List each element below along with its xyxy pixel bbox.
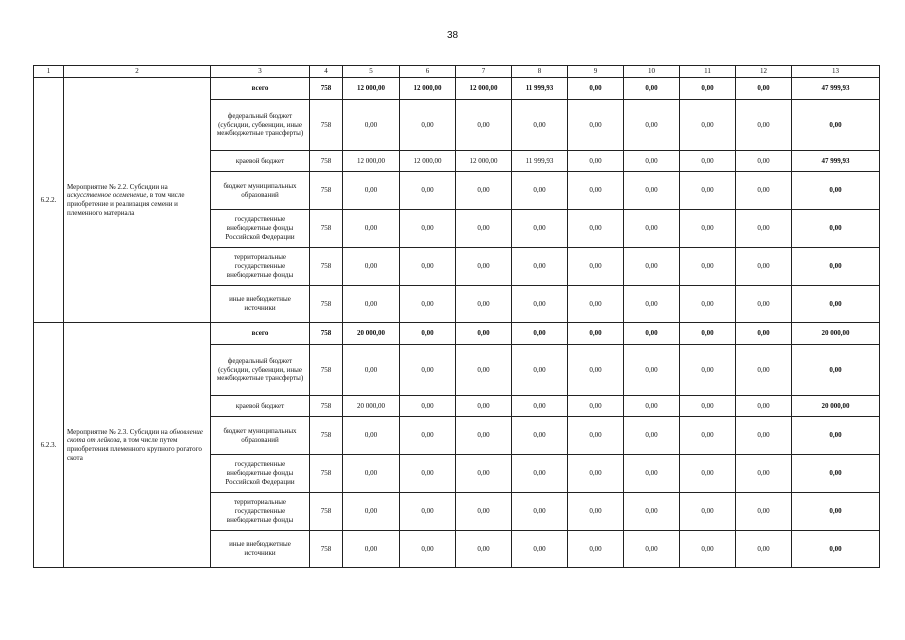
year-value: 0,00 — [456, 248, 512, 286]
year-value: 0,00 — [736, 286, 792, 323]
column-number-7: 7 — [456, 66, 512, 78]
year-value: 20 000,00 — [343, 323, 400, 345]
year-value: 0,00 — [680, 100, 736, 151]
kbk-code: 758 — [310, 78, 343, 100]
year-value: 11 999,93 — [512, 151, 568, 172]
year-value: 0,00 — [736, 531, 792, 568]
total-value: 0,00 — [792, 345, 880, 396]
year-value: 0,00 — [624, 345, 680, 396]
year-value: 0,00 — [343, 286, 400, 323]
year-value: 0,00 — [400, 323, 456, 345]
column-number-13: 13 — [792, 66, 880, 78]
total-value: 0,00 — [792, 417, 880, 455]
year-value: 0,00 — [456, 323, 512, 345]
year-value: 0,00 — [624, 396, 680, 417]
year-value: 0,00 — [568, 531, 624, 568]
year-value: 0,00 — [624, 455, 680, 493]
year-value: 0,00 — [343, 417, 400, 455]
table-row — [34, 78, 880, 100]
year-value: 20 000,00 — [343, 396, 400, 417]
year-value: 0,00 — [456, 345, 512, 396]
funding-source: иные внебюджетные источники — [211, 531, 310, 568]
kbk-code: 758 — [310, 286, 343, 323]
measure-name-italic-part: обновление скота от лейкоза — [67, 427, 203, 445]
column-number-2: 2 — [64, 66, 211, 78]
year-value: 0,00 — [512, 396, 568, 417]
funding-source: территориальные государственные внебюджетные фонды — [211, 248, 310, 286]
year-value: 0,00 — [736, 248, 792, 286]
column-number-5: 5 — [343, 66, 400, 78]
year-value: 0,00 — [343, 493, 400, 531]
year-value: 12 000,00 — [343, 78, 400, 100]
year-value: 0,00 — [512, 417, 568, 455]
total-value: 47 999,93 — [792, 78, 880, 100]
year-value: 0,00 — [680, 248, 736, 286]
year-value: 0,00 — [456, 493, 512, 531]
funding-source: федеральный бюджет (субсидии, субвенции, иные межбюджетные трансферты) — [211, 345, 310, 396]
year-value: 0,00 — [456, 210, 512, 248]
year-value: 0,00 — [568, 417, 624, 455]
year-value: 0,00 — [456, 417, 512, 455]
kbk-code: 758 — [310, 210, 343, 248]
total-value: 47 999,93 — [792, 151, 880, 172]
budget-table — [33, 65, 880, 568]
kbk-code: 758 — [310, 248, 343, 286]
column-number-row — [34, 66, 880, 78]
year-value: 0,00 — [568, 100, 624, 151]
funding-source: территориальные государственные внебюджетные фонды — [211, 493, 310, 531]
measure-name-part: Мероприятие № 2.3. Субсидии на — [67, 427, 170, 436]
funding-source: бюджет муниципальных образований — [211, 172, 310, 210]
year-value: 0,00 — [456, 531, 512, 568]
year-value: 0,00 — [680, 78, 736, 100]
year-value: 0,00 — [568, 323, 624, 345]
kbk-code: 758 — [310, 323, 343, 345]
year-value: 0,00 — [512, 172, 568, 210]
year-value: 0,00 — [736, 323, 792, 345]
year-value: 0,00 — [568, 151, 624, 172]
total-value: 0,00 — [792, 172, 880, 210]
year-value: 0,00 — [680, 172, 736, 210]
year-value: 0,00 — [736, 172, 792, 210]
year-value: 12 000,00 — [400, 151, 456, 172]
year-value: 0,00 — [680, 493, 736, 531]
column-number-9: 9 — [568, 66, 624, 78]
column-number-12: 12 — [736, 66, 792, 78]
year-value: 0,00 — [400, 345, 456, 396]
funding-source: государственные внебюджетные фонды Российской Федерации — [211, 455, 310, 493]
year-value: 0,00 — [343, 100, 400, 151]
year-value: 0,00 — [568, 78, 624, 100]
year-value: 0,00 — [512, 345, 568, 396]
year-value: 12 000,00 — [400, 78, 456, 100]
year-value: 0,00 — [400, 531, 456, 568]
year-value: 0,00 — [624, 100, 680, 151]
total-value: 0,00 — [792, 286, 880, 323]
year-value: 0,00 — [400, 100, 456, 151]
year-value: 0,00 — [624, 210, 680, 248]
year-value: 0,00 — [624, 493, 680, 531]
year-value: 0,00 — [343, 210, 400, 248]
year-value: 0,00 — [400, 286, 456, 323]
funding-source: всего — [211, 323, 310, 345]
kbk-code: 758 — [310, 396, 343, 417]
page-number: 38 — [446, 30, 459, 41]
measure-name-part: Мероприятие № 2.2. Субсидии на — [67, 182, 168, 191]
year-value: 11 999,93 — [512, 78, 568, 100]
year-value: 0,00 — [512, 455, 568, 493]
year-value: 0,00 — [512, 286, 568, 323]
funding-source: всего — [211, 78, 310, 100]
funding-source: краевой бюджет — [211, 396, 310, 417]
year-value: 0,00 — [624, 323, 680, 345]
year-value: 0,00 — [736, 345, 792, 396]
funding-source: федеральный бюджет (субсидии, субвенции, иные межбюджетные трансферты) — [211, 100, 310, 151]
measure-code: 6.2.3. — [34, 323, 64, 568]
year-value: 0,00 — [736, 100, 792, 151]
funding-source: бюджет муниципальных образований — [211, 417, 310, 455]
year-value: 0,00 — [400, 417, 456, 455]
total-value: 0,00 — [792, 100, 880, 151]
year-value: 0,00 — [343, 172, 400, 210]
column-number-3: 3 — [211, 66, 310, 78]
measure-code: 6.2.2. — [34, 78, 64, 323]
year-value: 0,00 — [680, 286, 736, 323]
year-value: 0,00 — [680, 531, 736, 568]
year-value: 0,00 — [456, 455, 512, 493]
year-value: 0,00 — [568, 345, 624, 396]
year-value: 0,00 — [680, 455, 736, 493]
column-number-10: 10 — [624, 66, 680, 78]
year-value: 0,00 — [680, 417, 736, 455]
funding-source: государственные внебюджетные фонды Российской Федерации — [211, 210, 310, 248]
year-value: 0,00 — [568, 248, 624, 286]
funding-source: иные внебюджетные источники — [211, 286, 310, 323]
year-value: 0,00 — [512, 248, 568, 286]
column-number-6: 6 — [400, 66, 456, 78]
year-value: 0,00 — [736, 78, 792, 100]
year-value: 0,00 — [624, 286, 680, 323]
year-value: 0,00 — [624, 248, 680, 286]
funding-source: краевой бюджет — [211, 151, 310, 172]
year-value: 0,00 — [624, 172, 680, 210]
year-value: 0,00 — [400, 493, 456, 531]
total-value: 20 000,00 — [792, 396, 880, 417]
year-value: 0,00 — [400, 172, 456, 210]
kbk-code: 758 — [310, 151, 343, 172]
year-value: 0,00 — [736, 417, 792, 455]
year-value: 0,00 — [400, 248, 456, 286]
column-number-1: 1 — [34, 66, 64, 78]
total-value: 0,00 — [792, 531, 880, 568]
year-value: 0,00 — [456, 172, 512, 210]
year-value: 0,00 — [512, 210, 568, 248]
year-value: 0,00 — [680, 345, 736, 396]
measure-name-part: в том числе приобретение и реализация семени и племенного материала — [67, 191, 185, 217]
year-value: 0,00 — [736, 210, 792, 248]
year-value: 12 000,00 — [343, 151, 400, 172]
table-row — [34, 323, 880, 345]
year-value: 0,00 — [736, 455, 792, 493]
kbk-code: 758 — [310, 531, 343, 568]
year-value: 0,00 — [736, 151, 792, 172]
measure-name — [64, 78, 211, 323]
total-value: 0,00 — [792, 210, 880, 248]
year-value: 0,00 — [456, 396, 512, 417]
year-value: 0,00 — [512, 100, 568, 151]
measure-name — [64, 323, 211, 568]
year-value: 0,00 — [568, 172, 624, 210]
year-value: 0,00 — [400, 396, 456, 417]
year-value: 0,00 — [343, 455, 400, 493]
measure-name-italic-part: искусственное осеменение, — [67, 191, 149, 200]
year-value: 0,00 — [680, 151, 736, 172]
kbk-code: 758 — [310, 172, 343, 210]
year-value: 0,00 — [400, 455, 456, 493]
kbk-code: 758 — [310, 455, 343, 493]
year-value: 0,00 — [568, 210, 624, 248]
kbk-code: 758 — [310, 417, 343, 455]
measure-name-part: , в том числе путем приобретения племенного крупного рогатого скота — [67, 436, 202, 462]
kbk-code: 758 — [310, 100, 343, 151]
year-value: 0,00 — [624, 78, 680, 100]
column-number-4: 4 — [310, 66, 343, 78]
kbk-code: 758 — [310, 493, 343, 531]
year-value: 0,00 — [568, 455, 624, 493]
year-value: 0,00 — [343, 248, 400, 286]
year-value: 0,00 — [512, 531, 568, 568]
year-value: 0,00 — [512, 323, 568, 345]
year-value: 0,00 — [736, 396, 792, 417]
year-value: 0,00 — [400, 210, 456, 248]
column-number-8: 8 — [512, 66, 568, 78]
year-value: 0,00 — [343, 345, 400, 396]
year-value: 0,00 — [568, 493, 624, 531]
year-value: 0,00 — [456, 286, 512, 323]
total-value: 0,00 — [792, 455, 880, 493]
year-value: 12 000,00 — [456, 151, 512, 172]
total-value: 20 000,00 — [792, 323, 880, 345]
year-value: 12 000,00 — [456, 78, 512, 100]
year-value: 0,00 — [568, 396, 624, 417]
year-value: 0,00 — [624, 531, 680, 568]
year-value: 0,00 — [343, 531, 400, 568]
year-value: 0,00 — [680, 323, 736, 345]
column-number-11: 11 — [680, 66, 736, 78]
total-value: 0,00 — [792, 493, 880, 531]
year-value: 0,00 — [624, 151, 680, 172]
year-value: 0,00 — [568, 286, 624, 323]
year-value: 0,00 — [512, 493, 568, 531]
year-value: 0,00 — [736, 493, 792, 531]
year-value: 0,00 — [624, 417, 680, 455]
year-value: 0,00 — [680, 210, 736, 248]
year-value: 0,00 — [680, 396, 736, 417]
kbk-code: 758 — [310, 345, 343, 396]
year-value: 0,00 — [456, 100, 512, 151]
total-value: 0,00 — [792, 248, 880, 286]
